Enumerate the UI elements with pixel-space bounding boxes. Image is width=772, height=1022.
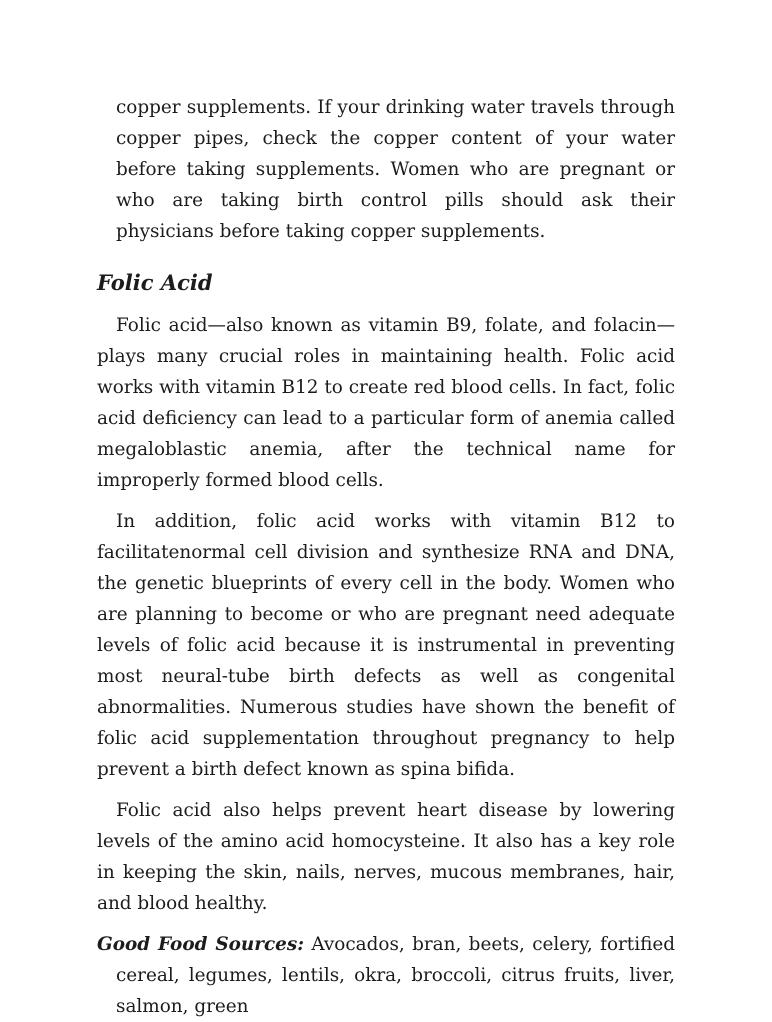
food-sources-text: Avocados, bran, beets, celery, fortified cereal, legumes, lentils, okra, broccoli, citrus fruits, liver, salmon, green — [116, 934, 675, 1017]
section-heading: Folic Acid — [97, 270, 213, 295]
page-body — [97, 92, 675, 1022]
food-sources-paragraph — [97, 929, 675, 1022]
body-paragraph: Folic acid also helps prevent heart disease by lowering levels of the amino acid homocysteine. It also has a key role in keeping the skin, nails, nerves, mucous membranes, hair, and blood healthy. — [97, 800, 675, 914]
food-sources-label: Good Food Sources: — [97, 934, 305, 955]
body-paragraph: In addition, folic acid works with vitamin B12 to facilitatenormal cell division and synthesize RNA and DNA, the genetic blueprints of every cell in the body. Women who are planning to become or who are pregnant need adequate levels of folic acid because it is instrumental in preventing most neural-tube birth defects as well as congenital abnormalities. Numerous studies have shown the benefit of folic acid supplementation throughout pregnancy to help prevent a birth defect known as spina bifida. — [97, 511, 675, 780]
intro-paragraph: copper supplements. If your drinking water travels through copper pipes, check the copper content of your water before taking supplements. Women who are pregnant or who are taking birth control pills should ask their physicians before taking copper supplements. — [116, 97, 675, 242]
body-paragraph: Folic acid—also known as vitamin B9, folate, and folacin—plays many crucial roles in maintaining health. Folic acid works with vitamin B12 to create red blood cells. In fact, folic acid deficiency can lead to a particular form of anemia called megaloblastic anemia, after the technical name for improperly formed blood cells. — [97, 315, 675, 491]
